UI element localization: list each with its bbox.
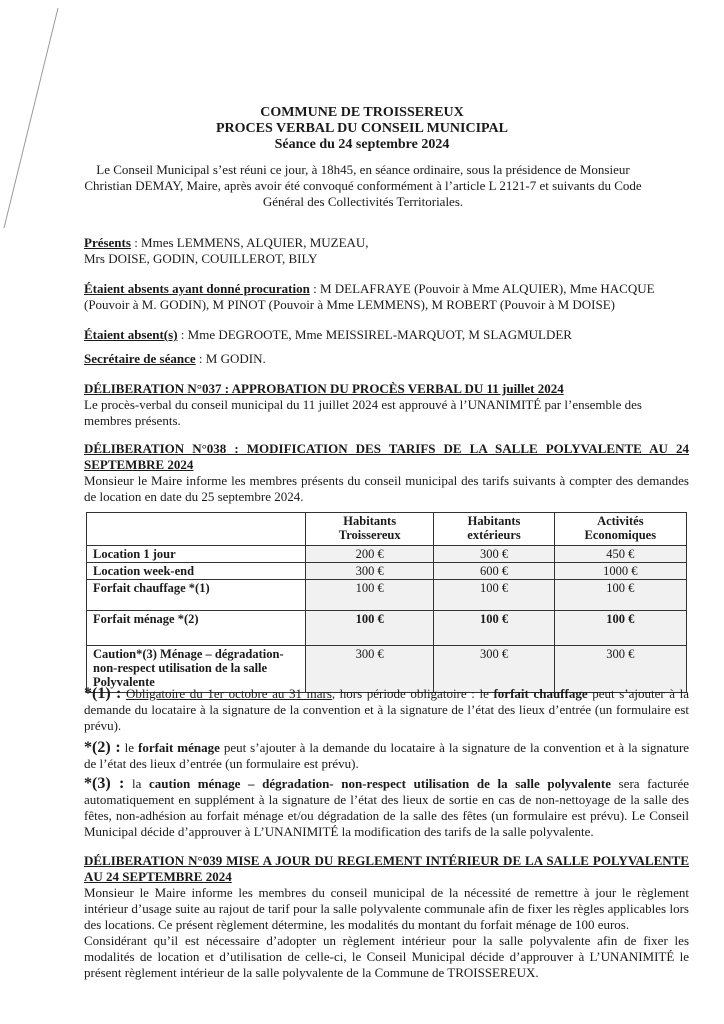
table-row <box>87 611 687 646</box>
presents-line2: Mrs DOISE, GODIN, COUILLEROT, BILY <box>84 251 318 266</box>
table-cell: 300 € <box>434 546 554 563</box>
presents-label: Présents <box>84 235 131 250</box>
secretary-section <box>84 351 689 367</box>
table-row <box>87 580 687 611</box>
note-3-mark: *(3) : <box>84 775 125 792</box>
absent-label: Étaient absent(s) <box>84 327 178 342</box>
note-2-mark: *(2) : <box>84 739 121 756</box>
table-cell: 100 € <box>554 611 686 646</box>
table-cell: 300 € <box>434 646 554 693</box>
note-1-text-a: , hors période obligatoire : le <box>331 686 489 701</box>
deliberation-039-title: DÉLIBERATION N°039 MISE A JOUR DU REGLEMENT INTÉRIEUR DE LA SALLE POLYVALENTE AU 24 SEPTEMBRE 2024 <box>84 853 689 884</box>
deliberation-037 <box>84 381 689 429</box>
deliberation-037-title: DÉLIBERATION N°037 : APPROBATION DU PROCÈS VERBAL DU 11 juillet 2024 <box>84 381 564 396</box>
table-cell: 300 € <box>306 563 434 580</box>
deliberation-039-body1: Monsieur le Maire informe les membres du conseil municipal de la nécessité de remettre à jour le règlement intérieur d’usage suite au rajout de tarif pour la salle polyvalente communale afin de fixer les règles applicables lors des locations. Ce présent règlement détermine, les modalités du montant du forfait ménage de 100 euros. <box>84 885 689 932</box>
deliberation-037-body: Le procès-verbal du conseil municipal du 11 juillet 2024 est approuvé à l’UNANIMITÉ par l’ensemble des membres présents. <box>84 397 642 428</box>
table-header-cell: Activités Economiques <box>554 513 686 546</box>
table-cell: 300 € <box>554 646 686 693</box>
deliberation-039-body2: Considérant qu’il est nécessaire d’adopter un règlement intérieur pour la salle polyvalente afin de fixer les modalités de location et d’utilisation de celle-ci, le Conseil Municipal décide d’approuver à L’UNANIMITÉ le présent règlement intérieur de la salle polyvalente de la Commune de TROISSEREUX. <box>84 933 689 980</box>
absent-text: : Mme DEGROOTE, Mme MEISSIREL-MARQUOT, M SLAGMULDER <box>177 327 572 342</box>
table-cell: 100 € <box>434 580 554 611</box>
note-2 <box>84 740 689 772</box>
table-row <box>87 563 687 580</box>
presents-line1: : Mmes LEMMENS, ALQUIER, MUZEAU, <box>130 235 369 250</box>
note-2-bold: forfait ménage <box>137 740 220 755</box>
deliberation-039 <box>84 853 689 981</box>
deliberation-038 <box>84 441 689 505</box>
table-header-row <box>87 513 687 546</box>
note-3-bold: caution ménage – dégradation- non-respect utilisation de la salle polyvalente <box>149 776 611 791</box>
intro-paragraph: Le Conseil Municipal s’est réuni ce jour, à 18h45, en séance ordinaire, sous la présidence de Monsieur Christian DEMAY, Maire, après avoir été convoqué conformément à l’article L 2121-7 et suivants du Code Général des Collectivités Territoriales. <box>84 162 642 209</box>
row-label: Location week-end <box>87 563 306 580</box>
document-header <box>0 105 724 153</box>
table-cell: 300 € <box>306 646 434 693</box>
note-1-underlined: Obligatoire du 1er octobre au 31 mars <box>125 686 332 701</box>
table-cell: 100 € <box>306 580 434 611</box>
note-2-text-b: peut s’ajouter à la demande du locataire à la signature de la convention et à la signature de l’état des lieux d’entrée (un formulaire est prévu). <box>84 740 690 771</box>
row-label: Location 1 jour <box>87 546 306 563</box>
table-cell: 600 € <box>434 563 554 580</box>
table-cell: 450 € <box>554 546 686 563</box>
note-2-text-a: le <box>124 740 135 755</box>
proxy-label: Étaient absents ayant donné procuration <box>84 281 310 296</box>
commune-name: COMMUNE DE TROISSEREUX <box>260 105 464 120</box>
note-3-text-b: sera facturée automatiquement en supplément à la signature de l’état des lieux de sortie en cas de non-nettoyage de la salle des fêtes, non-adhésion au forfait ménage et/ou dégradation de la salle des fêtes (un formulaire est prévu). Le Conseil Municipal décide d’approuver à L’UNANIMITÉ la modification des tarifs de la salle polyvalente. <box>84 776 690 839</box>
row-label: Caution*(3) Ménage – dégradation-non-respect utilisation de la salle Polyvalente <box>87 646 306 693</box>
deliberation-038-title: DÉLIBERATION N°038 : MODIFICATION DES TARIFS DE LA SALLE POLYVALENTE AU 24 SEPTEMBRE 2024 <box>84 441 689 472</box>
proxy-section <box>84 281 689 313</box>
proxy-text: : M DELAFRAYE (Pouvoir à Mme ALQUIER), Mme HACQUE (Pouvoir à M. GODIN), M PINOT (Pouvoir à Mme LEMMENS), M ROBERT (Pouvoir à M DOISE) <box>84 281 655 312</box>
row-label: Forfait chauffage *(1) <box>87 580 306 611</box>
row-label: Forfait ménage *(2) <box>87 611 306 646</box>
table-cell: 200 € <box>306 546 434 563</box>
absent-section <box>84 327 689 343</box>
table-row <box>87 546 687 563</box>
note-1-bold: forfait chauffage <box>493 686 588 701</box>
table-cell: 100 € <box>306 611 434 646</box>
document-title: PROCES VERBAL DU CONSEIL MUNICIPAL <box>216 121 508 136</box>
session-date: Séance du 24 septembre 2024 <box>274 137 450 152</box>
table-header-cell: Habitants extérieurs <box>434 513 554 546</box>
secretary-text: : M GODIN. <box>195 351 266 366</box>
note-3-text-a: la <box>131 776 142 791</box>
tariffs-table <box>86 512 687 693</box>
presents-section <box>84 235 689 267</box>
note-3 <box>84 776 689 840</box>
table-cell: 100 € <box>434 611 554 646</box>
deliberation-038-body: Monsieur le Maire informe les membres présents du conseil municipal des tarifs suivants à compter des demandes de location en date du 25 septembre 2024. <box>84 473 689 504</box>
table-header-cell: Habitants Troissereux <box>306 513 434 546</box>
table-cell: 100 € <box>554 580 686 611</box>
table-header-cell <box>87 513 306 546</box>
note-1-text-b: peut s’ajouter à la demande du locataire à la signature de la convention et à la signature de l’état des lieux d’entrée (un formulaire est prévu). <box>84 686 690 733</box>
secretary-label: Secrétaire de séance <box>84 351 196 366</box>
note-1 <box>84 686 689 734</box>
note-1-mark: *(1) : <box>84 685 122 702</box>
table-cell: 1000 € <box>554 563 686 580</box>
